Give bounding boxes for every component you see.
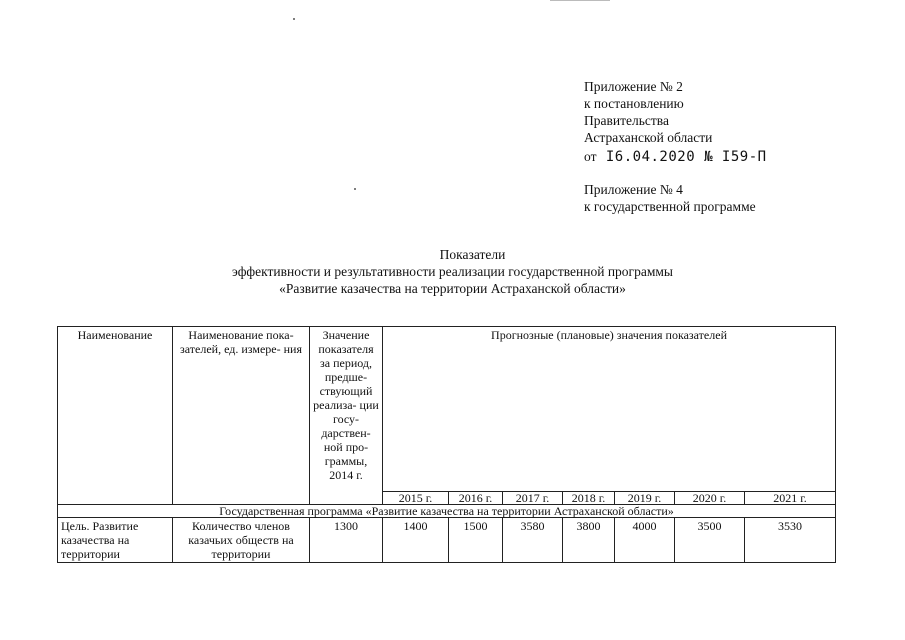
- header-row: [58, 327, 836, 492]
- appendix-line: к государственной программе: [584, 199, 756, 214]
- appendix-block-secondary: [584, 181, 756, 215]
- year-cell: 2020 г.: [675, 492, 745, 505]
- row-value-cell: 3500: [675, 518, 745, 563]
- title-line: Показатели: [439, 247, 506, 262]
- table-row: [58, 518, 836, 563]
- header-forecast: Прогнозные (плановые) значения показателей: [383, 327, 836, 492]
- year-cell: 2019 г.: [615, 492, 675, 505]
- date-number: I6.04.2020 № I59-П: [605, 149, 767, 165]
- year-cell: 2016 г.: [449, 492, 503, 505]
- row-value-cell: 3580: [503, 518, 563, 563]
- year-cell: 2017 г.: [503, 492, 563, 505]
- row-indicator-cell: Количество членов казачьих обществ на территории: [173, 518, 310, 563]
- row-value-cell: 4000: [615, 518, 675, 563]
- appendix-line: Астраханской области: [584, 130, 713, 145]
- indicators-table: [57, 326, 836, 563]
- appendix-line: Приложение № 4: [584, 182, 683, 197]
- scan-edge-mark: [550, 0, 610, 1]
- date-prefix: от: [584, 149, 597, 164]
- year-cell: 2015 г.: [383, 492, 449, 505]
- row-name-cell: Цель. Развитие казачества на территории: [58, 518, 173, 563]
- header-name: Наименование: [58, 327, 173, 505]
- header-indicator: Наименование пока- зателей, ед. измере- ния: [173, 327, 310, 505]
- appendix-line: Правительства: [584, 113, 669, 128]
- appendix-block: [584, 78, 767, 166]
- document-title: [0, 246, 905, 297]
- scan-speck: [293, 18, 295, 20]
- year-cell: 2018 г.: [563, 492, 615, 505]
- title-line: «Развитие казачества на территории Астраханской области»: [279, 281, 626, 296]
- row-value-cell: 1500: [449, 518, 503, 563]
- appendix-line: к постановлению: [584, 96, 684, 111]
- program-row: [58, 505, 836, 518]
- row-value-cell: 3530: [745, 518, 836, 563]
- year-cell: 2021 г.: [745, 492, 836, 505]
- row-value-cell: 1400: [383, 518, 449, 563]
- title-line: эффективности и результативности реализации государственной программы: [231, 264, 673, 279]
- scan-speck: [354, 188, 356, 190]
- program-title-cell: Государственная программа «Развитие казачества на территории Астраханской области»: [58, 505, 836, 518]
- appendix-date-line: [584, 148, 767, 166]
- appendix-line: Приложение № 2: [584, 79, 683, 94]
- row-value-2014-cell: 1300: [310, 518, 383, 563]
- header-value-2014: Значение показателя за период, предше- ствующий реализа- ции госу- дарствен- ной про- граммы, 2014 г.: [310, 327, 383, 505]
- row-value-cell: 3800: [563, 518, 615, 563]
